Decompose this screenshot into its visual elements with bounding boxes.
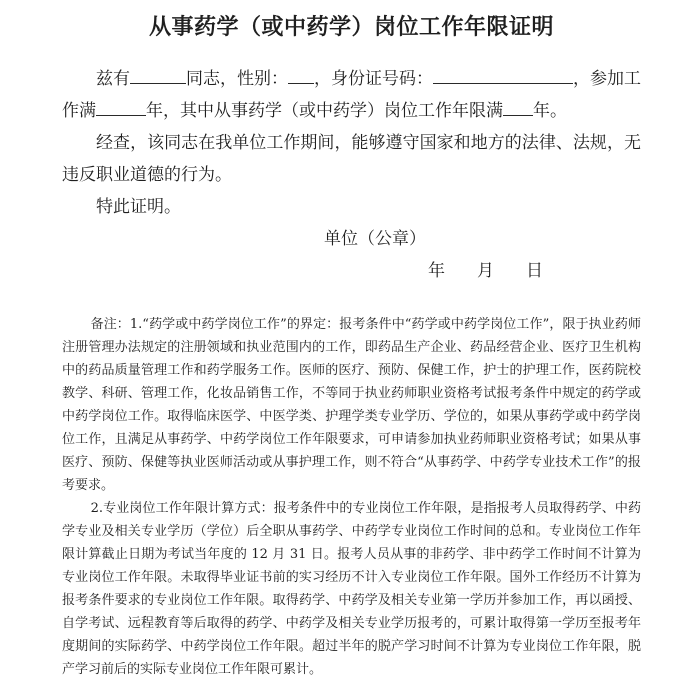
notes-section: [62, 313, 641, 681]
document-title: 从事药学（或中药学）岗位工作年限证明: [148, 15, 554, 40]
name-blank: [130, 67, 186, 84]
paragraph-personal-info: [62, 63, 641, 127]
unit-seal-line: 单位（公章）: [324, 229, 426, 249]
year-label: 年: [428, 261, 445, 281]
paragraph-hereby-certify: 特此证明。: [96, 197, 181, 217]
paragraph-text: 同志，性别：: [186, 69, 288, 89]
pharmacy-years-blank: [503, 99, 533, 116]
id-number-blank: [433, 67, 573, 84]
paragraph-text: 年，其中从事药学（或中药学）岗位工作年限满: [146, 101, 503, 121]
note-calculation: 2.专业岗位工作年限计算方式：报考条件中的专业岗位工作年限，是指报考人员取得药学、中药学专业及相关专业学历（学位）后全职从事药学、中药学专业岗位工作时间的总和。专业岗位工作年限计算截止日期为考试当年度的 12 月 31 日。报考人员从事的非药学、非中药学工作时间不计算为专业岗位工作年限。未取得毕业证书前的实习经历不计入专业岗位工作年限。国外工作经历不计算为报考条件要求的专业岗位工作年限。取得药学、中药学及相关专业第一学历并参加工作，再以函授、自学考试、远程教育等后取得的药学、中药学及相关专业学历报考的，可累计取得第一学历至报考年度期间的实际药学、中药学岗位工作年限。超过半年的脱产学习时间不计算为专业岗位工作年限，脱产学习前后的实际专业岗位工作年限可累计。: [62, 501, 641, 677]
paragraph-text: ，参加工作满: [62, 69, 641, 121]
paragraph-text: 兹有: [96, 69, 130, 89]
gender-blank: [288, 67, 314, 84]
paragraph-text: 年。: [533, 101, 567, 121]
work-years-blank: [96, 99, 146, 116]
day-label: 日: [526, 261, 543, 281]
note-definition: 备注：1.“药学或中药学岗位工作”的界定：报考条件中“药学或中药学岗位工作”，限于执业药师注册管理办法规定的注册领域和执业范围内的工作，即药品生产企业、药品经营企业、医疗卫生机构中的药品质量管理工作和药学服务工作。医师的医疗、预防、保健工作，护士的护理工作，医药院校教学、科研、管理工作，化妆品销售工作，不等同于执业药师职业资格考试报考条件中规定的药学或中药学岗位工作。取得临床医学、中医学类、护理学类专业学历、学位的，如果从事药学或中药学岗位工作，且满足从事药学、中药学岗位工作年限要求，可申请参加执业药师职业资格考试；如果从事医疗、预防、保健等执业医师活动或从事护理工作，则不符合“从事药学、中药学专业技术工作”的报考要求。: [62, 317, 641, 493]
document-body: [62, 63, 641, 287]
month-label: 月: [477, 261, 494, 281]
date-line: [62, 255, 641, 287]
paragraph-text: ，身份证号码：: [314, 69, 433, 89]
paragraph-conduct: 经查，该同志在我单位工作期间，能够遵守国家和地方的法律、法规，无违反职业道德的行为。: [62, 133, 641, 185]
